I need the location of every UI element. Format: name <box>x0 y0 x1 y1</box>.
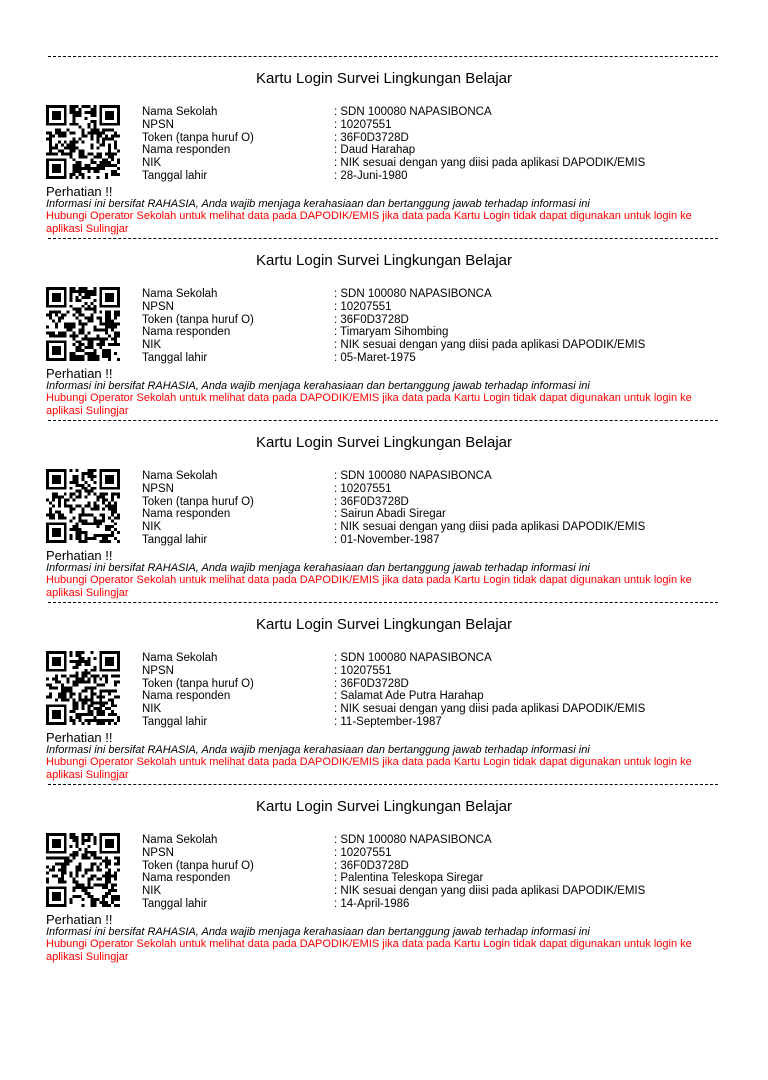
birthdate-label: Tanggal lahir <box>142 715 208 728</box>
warning-heading: Perhatian !! <box>46 548 113 563</box>
contact-operator-notice: Hubungi Operator Sekolah untuk melihat data pada DAPODIK/EMIS jika data pada Kartu Login tidak dapat digunakan untuk login ke aplikasi Sulingjar <box>46 392 692 417</box>
qr-code-icon <box>46 287 120 361</box>
respondent-label: Nama responden <box>142 872 231 885</box>
token-label: Token (tanpa huruf O) <box>142 131 254 144</box>
birthdate-value: : 11-September-1987 <box>334 715 442 728</box>
respondent-label: Nama responden <box>142 144 231 157</box>
respondent-value: : Sairun Abadi Siregar <box>334 508 446 521</box>
birthdate-label: Tanggal lahir <box>142 897 208 910</box>
npsn-label: NPSN <box>142 664 174 677</box>
npsn-label: NPSN <box>142 846 174 859</box>
birthdate-label: Tanggal lahir <box>142 169 208 182</box>
token-label: Token (tanpa huruf O) <box>142 313 254 326</box>
respondent-value: : Palentina Teleskopa Siregar <box>334 872 484 885</box>
login-card <box>0 602 768 784</box>
qr-code-icon <box>46 105 120 179</box>
cut-line-divider <box>48 420 718 421</box>
school-value: : SDN 100080 NAPASIBONCA <box>334 470 492 482</box>
warning-heading: Perhatian !! <box>46 912 113 927</box>
school-value: : SDN 100080 NAPASIBONCA <box>334 834 492 846</box>
npsn-value: : 10207551 <box>334 664 392 677</box>
login-card <box>0 420 768 602</box>
confidential-notice: Informasi ini bersifat RAHASIA, Anda wajib menjaga kerahasiaan dan bertanggung jawab terhadap informasi ini <box>46 744 590 756</box>
cut-line-divider <box>48 602 718 603</box>
confidential-notice: Informasi ini bersifat RAHASIA, Anda wajib menjaga kerahasiaan dan bertanggung jawab terhadap informasi ini <box>46 198 590 210</box>
nik-value: : NIK sesuai dengan yang diisi pada aplikasi DAPODIK/EMIS <box>334 703 646 716</box>
login-card <box>0 238 768 420</box>
token-value: : 36F0D3728D <box>334 677 409 690</box>
token-value: : 36F0D3728D <box>334 495 409 508</box>
nik-label: NIK <box>142 339 162 352</box>
respondent-value: : Salamat Ade Putra Harahap <box>334 690 484 703</box>
birthdate-label: Tanggal lahir <box>142 351 208 364</box>
birthdate-value: : 14-April-1986 <box>334 897 410 910</box>
school-label: Nama Sekolah <box>142 106 218 118</box>
school-label: Nama Sekolah <box>142 834 218 846</box>
school-label: Nama Sekolah <box>142 470 218 482</box>
nik-label: NIK <box>142 703 162 716</box>
respondent-value: : Timaryam Sihombing <box>334 326 449 339</box>
school-label: Nama Sekolah <box>142 288 218 300</box>
nik-label: NIK <box>142 157 162 170</box>
school-value: : SDN 100080 NAPASIBONCA <box>334 652 492 664</box>
cut-line-divider <box>48 784 718 785</box>
token-label: Token (tanpa huruf O) <box>142 859 254 872</box>
npsn-label: NPSN <box>142 118 174 131</box>
warning-heading: Perhatian !! <box>46 366 113 381</box>
cut-line-divider <box>48 56 718 57</box>
warning-heading: Perhatian !! <box>46 184 113 199</box>
contact-operator-notice: Hubungi Operator Sekolah untuk melihat data pada DAPODIK/EMIS jika data pada Kartu Login tidak dapat digunakan untuk login ke aplikasi Sulingjar <box>46 756 692 781</box>
warning-heading: Perhatian !! <box>46 730 113 745</box>
card-title: Kartu Login Survei Lingkungan Belajar <box>255 70 512 87</box>
npsn-value: : 10207551 <box>334 118 392 131</box>
respondent-label: Nama responden <box>142 326 231 339</box>
qr-code-icon <box>46 833 120 907</box>
birthdate-value: : 01-November-1987 <box>334 533 440 546</box>
token-label: Token (tanpa huruf O) <box>142 495 254 508</box>
contact-operator-notice: Hubungi Operator Sekolah untuk melihat data pada DAPODIK/EMIS jika data pada Kartu Login tidak dapat digunakan untuk login ke aplikasi Sulingjar <box>46 574 692 599</box>
token-value: : 36F0D3728D <box>334 131 409 144</box>
respondent-label: Nama responden <box>142 690 231 703</box>
confidential-notice: Informasi ini bersifat RAHASIA, Anda wajib menjaga kerahasiaan dan bertanggung jawab terhadap informasi ini <box>46 926 590 938</box>
card-title: Kartu Login Survei Lingkungan Belajar <box>255 252 512 269</box>
qr-code-icon <box>46 469 120 543</box>
nik-label: NIK <box>142 885 162 898</box>
nik-value: : NIK sesuai dengan yang diisi pada aplikasi DAPODIK/EMIS <box>334 885 646 898</box>
respondent-label: Nama responden <box>142 508 231 521</box>
qr-code-icon <box>46 651 120 725</box>
npsn-value: : 10207551 <box>334 482 392 495</box>
npsn-label: NPSN <box>142 300 174 313</box>
card-title: Kartu Login Survei Lingkungan Belajar <box>255 798 512 815</box>
confidential-notice: Informasi ini bersifat RAHASIA, Anda wajib menjaga kerahasiaan dan bertanggung jawab terhadap informasi ini <box>46 562 590 574</box>
login-cards-page <box>0 56 768 966</box>
contact-operator-notice: Hubungi Operator Sekolah untuk melihat data pada DAPODIK/EMIS jika data pada Kartu Login tidak dapat digunakan untuk login ke aplikasi Sulingjar <box>46 938 692 963</box>
token-label: Token (tanpa huruf O) <box>142 677 254 690</box>
login-card <box>0 784 768 966</box>
birthdate-value: : 28-Juni-1980 <box>334 169 408 182</box>
card-title: Kartu Login Survei Lingkungan Belajar <box>255 434 512 451</box>
card-title: Kartu Login Survei Lingkungan Belajar <box>255 616 512 633</box>
respondent-value: : Daud Harahap <box>334 144 416 157</box>
npsn-label: NPSN <box>142 482 174 495</box>
contact-operator-notice: Hubungi Operator Sekolah untuk melihat data pada DAPODIK/EMIS jika data pada Kartu Login tidak dapat digunakan untuk login ke aplikasi Sulingjar <box>46 210 692 235</box>
school-value: : SDN 100080 NAPASIBONCA <box>334 106 492 118</box>
login-card <box>0 56 768 238</box>
nik-label: NIK <box>142 521 162 534</box>
school-value: : SDN 100080 NAPASIBONCA <box>334 288 492 300</box>
confidential-notice: Informasi ini bersifat RAHASIA, Anda wajib menjaga kerahasiaan dan bertanggung jawab terhadap informasi ini <box>46 380 590 392</box>
token-value: : 36F0D3728D <box>334 313 409 326</box>
npsn-value: : 10207551 <box>334 300 392 313</box>
npsn-value: : 10207551 <box>334 846 392 859</box>
cut-line-divider <box>48 238 718 239</box>
nik-value: : NIK sesuai dengan yang diisi pada aplikasi DAPODIK/EMIS <box>334 339 646 352</box>
birthdate-value: : 05-Maret-1975 <box>334 351 416 364</box>
token-value: : 36F0D3728D <box>334 859 409 872</box>
school-label: Nama Sekolah <box>142 652 218 664</box>
nik-value: : NIK sesuai dengan yang diisi pada aplikasi DAPODIK/EMIS <box>334 157 646 170</box>
nik-value: : NIK sesuai dengan yang diisi pada aplikasi DAPODIK/EMIS <box>334 521 646 534</box>
birthdate-label: Tanggal lahir <box>142 533 208 546</box>
